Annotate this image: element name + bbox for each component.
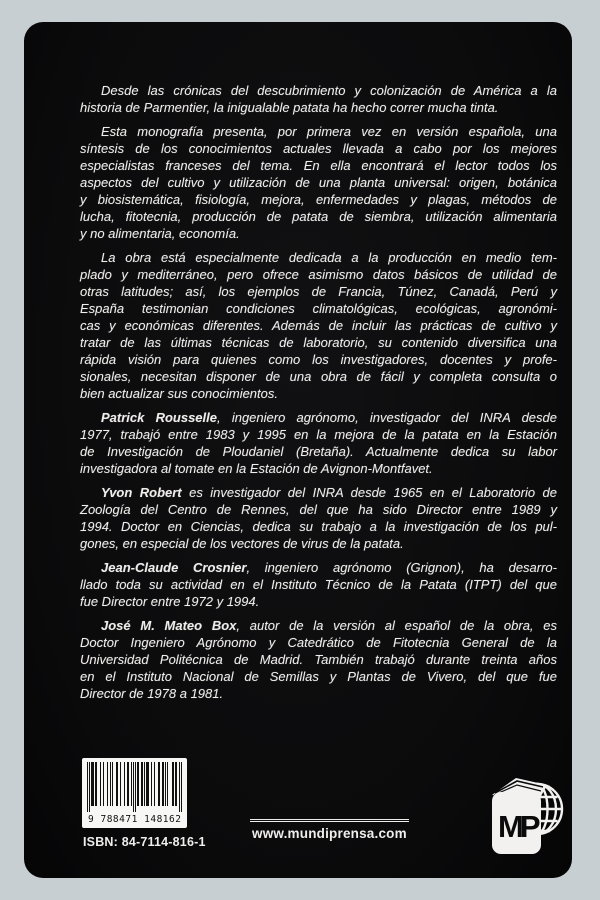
author-name: Patrick Rousselle bbox=[101, 410, 217, 425]
text-line: Esta monografía presenta, por primera vez en versión española, una bbox=[101, 124, 557, 139]
book-back-cover bbox=[24, 22, 572, 878]
text-line: España testimonian condiciones climatológicas, ecológicas, agronómi- bbox=[80, 301, 557, 316]
isbn-label: ISBN: 84-7114-816-1 bbox=[83, 835, 206, 849]
text-line: llado toda su actividad en el Instituto Técnico de la Patata (ITPT) del que bbox=[80, 577, 557, 592]
book-icon bbox=[492, 778, 547, 854]
text-line: especialistas franceses del tema. En ella encontrará el lector todos los bbox=[80, 158, 557, 173]
text-line: gones, en especial de los vectores de virus de la patata. bbox=[80, 536, 404, 551]
author-name: Yvon Robert bbox=[101, 485, 182, 500]
text-line: en el Instituto Nacional de Semillas y Plantas de Vivero, del que fue bbox=[80, 669, 557, 684]
text-line: y biosistemática, fisiología, mejora, enfermedades y plagas, métodos de bbox=[80, 192, 557, 207]
text-line: Yvon Robert es investigador del INRA desde 1965 en el Laboratorio de bbox=[101, 485, 557, 500]
author-bio-paragraph bbox=[80, 617, 557, 702]
text-line: cas y económicas diferentes. Además de incluir las prácticas de cultivo y bbox=[80, 318, 557, 333]
text-line: síntesis de los conocimientos actuales llevada a cabo por los mejores bbox=[80, 141, 557, 156]
text-line: Patrick Rousselle, ingeniero agrónomo, investigador del INRA desde bbox=[101, 410, 557, 425]
text-line: Universidad Politécnica de Madrid. También trabajó durante treinta años bbox=[80, 652, 557, 667]
text-line: fue Director entre 1972 y 1994. bbox=[80, 594, 260, 609]
barcode-bars-icon bbox=[87, 762, 182, 826]
barcode-number: 9 788471 148162 bbox=[88, 814, 181, 825]
text-line: 1977, trabajó entre 1983 y 1995 en la mejora de la patata en la Estación bbox=[80, 427, 557, 442]
barcode-block bbox=[82, 758, 206, 849]
text-line: Director de 1978 a 1981. bbox=[80, 686, 224, 701]
text-line: plado y mediterráneo, pero ofrece asimismo datos básicos de utilidad de bbox=[80, 267, 557, 282]
text-line: aspectos del cultivo y utilización de una planta universal: origen, botánica bbox=[80, 175, 557, 190]
back-cover-text bbox=[80, 82, 557, 709]
text-line: investigadora al tomate en la Estación de Avignon-Montfavet. bbox=[80, 461, 433, 476]
author-bio-paragraph bbox=[80, 484, 557, 552]
text-line: Jean-Claude Crosnier, ingeniero agrónomo (Grignon), ha desarro- bbox=[101, 560, 557, 575]
synopsis-paragraph bbox=[80, 123, 557, 242]
text-line: y no alimentaria, economía. bbox=[80, 226, 240, 241]
mundi-prensa-logo bbox=[483, 771, 565, 859]
text-line: lucha, fitotecnia, producción de patata de siembra, utilización alimentaria bbox=[80, 209, 557, 224]
text-line: tratar de las últimas técnicas de laboratorio, su contenido diversifica una bbox=[80, 335, 557, 350]
text-line: 1994. Doctor en Ciencias, dedica su trabajo a la investigación de los pul- bbox=[80, 519, 557, 534]
text-line: Zoología del Centro de Rennes, del que ha sido Director entre 1989 y bbox=[80, 502, 557, 517]
author-name: Jean-Claude Crosnier bbox=[101, 560, 247, 575]
synopsis-paragraph bbox=[80, 249, 557, 402]
logo-letters: MP bbox=[498, 809, 537, 844]
text-line: otras latitudes; así, los ejemplos de Francia, Túnez, Canadá, Perú y bbox=[80, 284, 557, 299]
text-line: bien actualizar sus conocimientos. bbox=[80, 386, 278, 401]
text-line: Doctor Ingeniero Agrónomo y Catedrático de Fitotecnia General de la bbox=[80, 635, 557, 650]
text-line: rápida visión para quienes como los investigadores, docentes y profe- bbox=[80, 352, 557, 367]
publisher-website-url: www.mundiprensa.com bbox=[250, 819, 409, 841]
author-bio-paragraph bbox=[80, 409, 557, 477]
synopsis-paragraph bbox=[80, 82, 557, 116]
text-line: Desde las crónicas del descubrimiento y colonización de América a la bbox=[101, 83, 557, 98]
barcode bbox=[82, 758, 187, 828]
text-line: sionales, necesitan disponer de una obra de fácil y completa consulta o bbox=[80, 369, 557, 384]
author-name: José M. Mateo Box bbox=[101, 618, 237, 633]
text-line: historia de Parmentier, la inigualable patata ha hecho correr mucha tinta. bbox=[80, 100, 499, 115]
text-line: de Investigación de Ploudaniel (Bretaña). Actualmente dedica su labor bbox=[80, 444, 557, 459]
author-bio-paragraph bbox=[80, 559, 557, 610]
text-line: La obra está especialmente dedicada a la producción en medio tem- bbox=[101, 250, 557, 265]
text-line: José M. Mateo Box, autor de la versión al español de la obra, es bbox=[101, 618, 557, 633]
